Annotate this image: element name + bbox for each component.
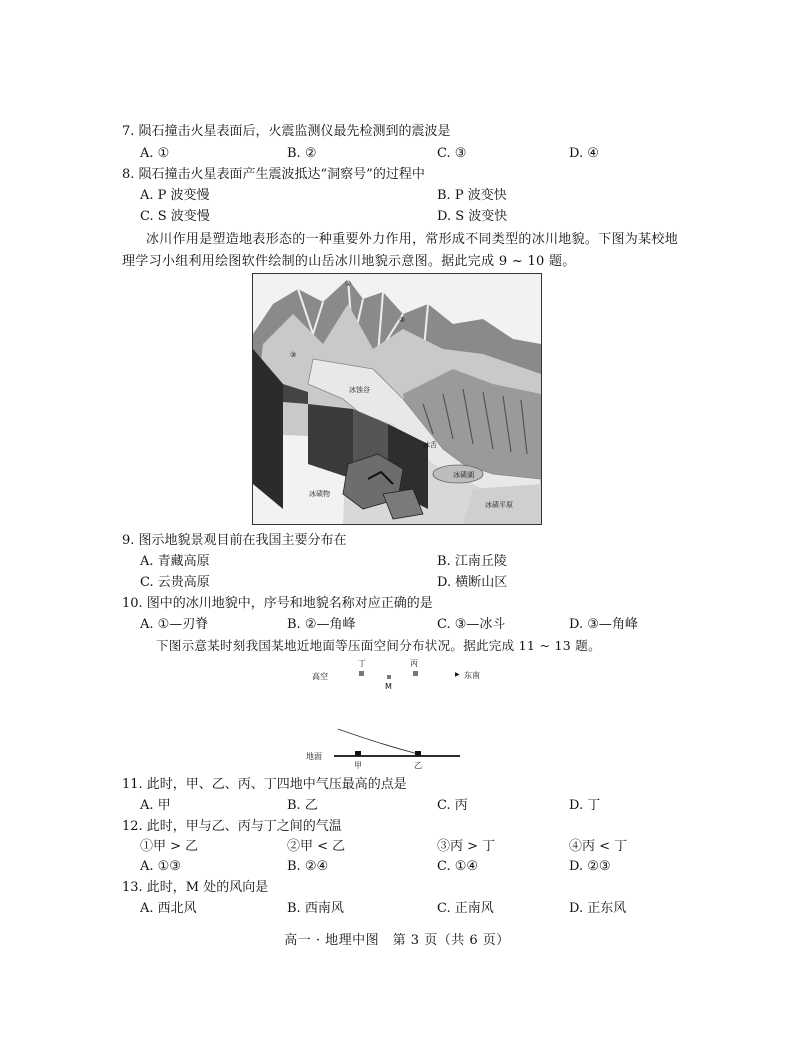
q8-stem: 8. 陨石撞击火星表面产生震波抵达“洞察号”的过程中 [122, 167, 425, 182]
q7-option-d: D. ④ [569, 146, 599, 161]
q10-option-b: B. ②—角峰 [287, 617, 356, 632]
label-moraine-plain: 冰碛平原 [485, 501, 513, 509]
q13-option-c: C. 正南风 [437, 901, 494, 916]
q13-stem: 13. 此时，M 处的风向是 [122, 880, 269, 895]
q11-option-b: B. 乙 [287, 798, 318, 813]
isobaric-surface-figure [300, 656, 500, 774]
q13-option-b: B. 西南风 [287, 901, 344, 916]
q11-option-a: A. 甲 [140, 798, 171, 813]
label-moraine-lake: 冰碛湖 [453, 471, 474, 479]
q13-option-d: D. 正东风 [569, 901, 627, 916]
q12-statement-2: ②甲 < 乙 [287, 839, 346, 854]
q11-option-c: C. 丙 [437, 798, 468, 813]
glacier-landform-figure [252, 273, 542, 525]
q12-option-c: C. ①④ [437, 859, 479, 874]
q9-option-b: B. 江南丘陵 [437, 554, 507, 569]
label-upper-air: 高空 [312, 672, 328, 681]
q10-option-d: D. ③—角峰 [569, 617, 638, 632]
label-moraine-deposit: 冰碛物 [309, 490, 330, 498]
q7-option-b: B. ② [287, 146, 317, 161]
q12-statement-4: ④丙 < 丁 [569, 839, 628, 854]
label-ground: 地面 [306, 752, 322, 761]
marker-3: ③ [290, 351, 297, 359]
q9-option-a: A. 青藏高原 [140, 554, 210, 569]
q10-option-c: C. ③—冰斗 [437, 617, 506, 632]
arrow-icon: ▶ [455, 671, 460, 678]
q9-option-c: C. 云贵高原 [140, 575, 210, 590]
q10-stem: 10. 图中的冰川地貌中，序号和地貌名称对应正确的是 [122, 596, 433, 611]
q12-option-d: D. ②③ [569, 859, 611, 874]
q12-statement-1: ①甲 > 乙 [140, 839, 199, 854]
q9-option-d: D. 横断山区 [437, 575, 508, 590]
marker-2: ② [399, 316, 406, 324]
q12-statement-3: ③丙 > 丁 [437, 839, 496, 854]
label-point-yi: 乙 [414, 761, 422, 770]
label-point-ding: 丁 [358, 659, 366, 668]
q9-stem: 9. 图示地貌景观目前在我国主要分布在 [122, 533, 347, 548]
label-point-m: M [385, 682, 392, 691]
label-point-jia: 甲 [354, 761, 362, 770]
q8-option-c: C. S 波变慢 [140, 209, 210, 224]
intro-11-13: 下图示意某时刻我国某地近地面等压面空间分布状况。据此完成 11 ~ 13 题。 [156, 638, 601, 653]
q11-option-d: D. 丁 [569, 798, 601, 813]
label-point-bing: 丙 [410, 659, 418, 668]
q11-stem: 11. 此时，甲、乙、丙、丁四地中气压最高的点是 [122, 777, 407, 792]
q12-stem: 12. 此时，甲与乙、丙与丁之间的气温 [122, 819, 342, 834]
q8-option-a: A. P 波变慢 [140, 188, 210, 203]
label-glacier-tongue: 冰舌 [423, 441, 437, 449]
point-jia-marker [355, 751, 361, 756]
isobar-curve [338, 729, 418, 754]
marker-1: ① [345, 280, 352, 288]
q8-option-b: B. P 波变快 [437, 188, 507, 203]
q7-option-a: A. ① [140, 146, 170, 161]
q12-option-a: A. ①③ [140, 859, 181, 874]
point-ding-marker [359, 671, 364, 676]
point-bing-marker [413, 671, 418, 676]
q7-stem: 7. 陨石撞击火星表面后，火震监测仪最先检测到的震波是 [122, 124, 451, 139]
page-footer: 高一 · 地理中图 第 3 页（共 6 页） [284, 933, 510, 948]
q7-option-c: C. ③ [437, 146, 467, 161]
label-glacial-valley: 冰蚀谷 [349, 386, 370, 394]
q13-option-a: A. 西北风 [140, 901, 197, 916]
q12-option-b: B. ②④ [287, 859, 329, 874]
point-yi-marker [415, 751, 421, 756]
point-m-marker [387, 675, 391, 679]
q8-option-d: D. S 波变快 [437, 209, 508, 224]
label-direction: 东南 [464, 671, 480, 680]
intro-9-10: 冰川作用是塑造地表形态的一种重要外力作用，常形成不同类型的冰川地貌。下图为某校地理学习小组利用绘图软件绘制的山岳冰川地貌示意图。据此完成 9 ~ 10 题。 [122, 232, 679, 269]
q10-option-a: A. ①—刃脊 [140, 617, 209, 632]
